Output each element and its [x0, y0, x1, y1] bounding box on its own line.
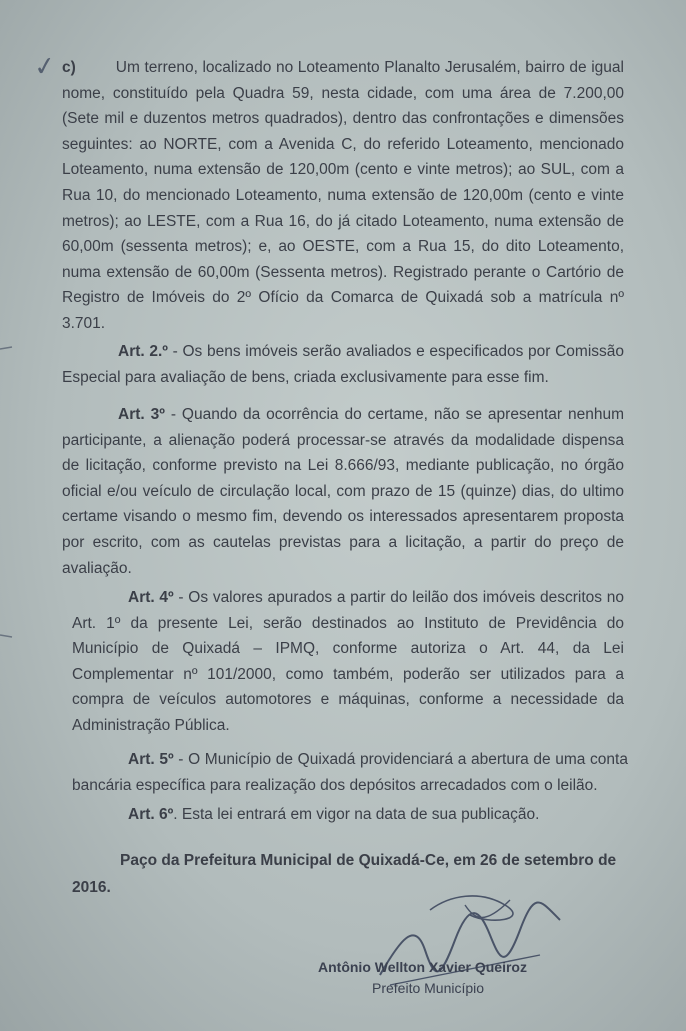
margin-mark-icon: [0, 345, 14, 353]
signatory-title: Prefeito Município: [372, 980, 485, 996]
art4-paragraph: [72, 585, 624, 739]
art3-paragraph: [62, 402, 624, 581]
art6-label: Art. 6º: [128, 806, 174, 823]
art6-paragraph: [72, 802, 628, 828]
art2-label: Art. 2.º: [118, 343, 168, 360]
item-letter: c): [62, 59, 76, 76]
art6-text: . Esta lei entrará em vigor na data de sua publicação.: [173, 806, 540, 823]
art3-label: Art. 3º: [118, 406, 165, 423]
art5-paragraph: [72, 747, 628, 798]
item-c-paragraph: [62, 55, 624, 337]
art2-paragraph: [62, 339, 624, 390]
closing-statement: Paço da Prefeitura Municipal de Quixadá-Ce, em 26 de setembro de 2016.: [72, 852, 617, 896]
margin-mark-icon: [0, 632, 14, 640]
art4-text: - Os valores apurados a partir do leilão dos imóveis descritos no Art. 1º da presente Lei, serão destinados ao Instituto de Previdência do Município de Quixadá – IPMQ, conforme autoriza o Art. 44, da Lei Complementar nº 101/2000, como também, poderão ser utilizados para a compra de veículos automotores e máquinas, conforme a necessidade da Administração Pública.: [72, 589, 624, 734]
art5-label: Art. 5º: [128, 751, 174, 768]
art2-text: - Os bens imóveis serão avaliados e especificados por Comissão Especial para avaliação de bens, criada exclusivamente para esse fim.: [62, 343, 624, 386]
item-c-text: Um terreno, localizado no Loteamento Planalto Jerusalém, bairro de igual nome, constituído pela Quadra 59, nesta cidade, com uma área de 7.200,00 (Sete mil e duzentos metros quadrados), dentro das confrontações e dimensões seguintes: ao NORTE, com a Avenida C, do referido Loteamento, mencionado Loteamento, numa extensão de 120,00m (cento e vinte metros); ao SUL, com a Rua 10, do mencionado Loteamento, numa extensão de 120,00m (cento e vinte metros); ao LESTE, com a Rua 16, do já citado Loteamento, numa extensão de 60,00m (sessenta metros); e, ao OESTE, com a Rua 15, do dito Loteamento, numa extensão de 60,00m (Sessenta metros). Registrado perante o Cartório de Registro de Imóveis do 2º Ofício da Comarca de Quixadá sob a matrícula nº 3.701.: [62, 59, 624, 332]
art3-text: - Quando da ocorrência do certame, não se apresentar nenhum participante, a alienação poderá processar-se através da modalidade dispensa de licitação, conforme previsto na Lei 8.666/93, mediante publicação, no órgão oficial e/ou veículo de circulação local, com prazo de 15 (quinze) dias, do ultimo certame visando o mesmo fim, devendo os interessados apresentarem proposta por escrito, com as cautelas previstas para a licitação, a partir do preço de avaliação.: [62, 406, 624, 577]
check-mark-icon: ✓: [32, 50, 58, 84]
signatory-name: Antônio Wellton Xavier Queiroz: [318, 959, 527, 975]
art5-text: - O Município de Quixadá providenciará a abertura de uma conta bancária específica para realização dos depósitos arrecadados com o leilão.: [72, 751, 628, 794]
art4-label: Art. 4º: [128, 589, 174, 606]
